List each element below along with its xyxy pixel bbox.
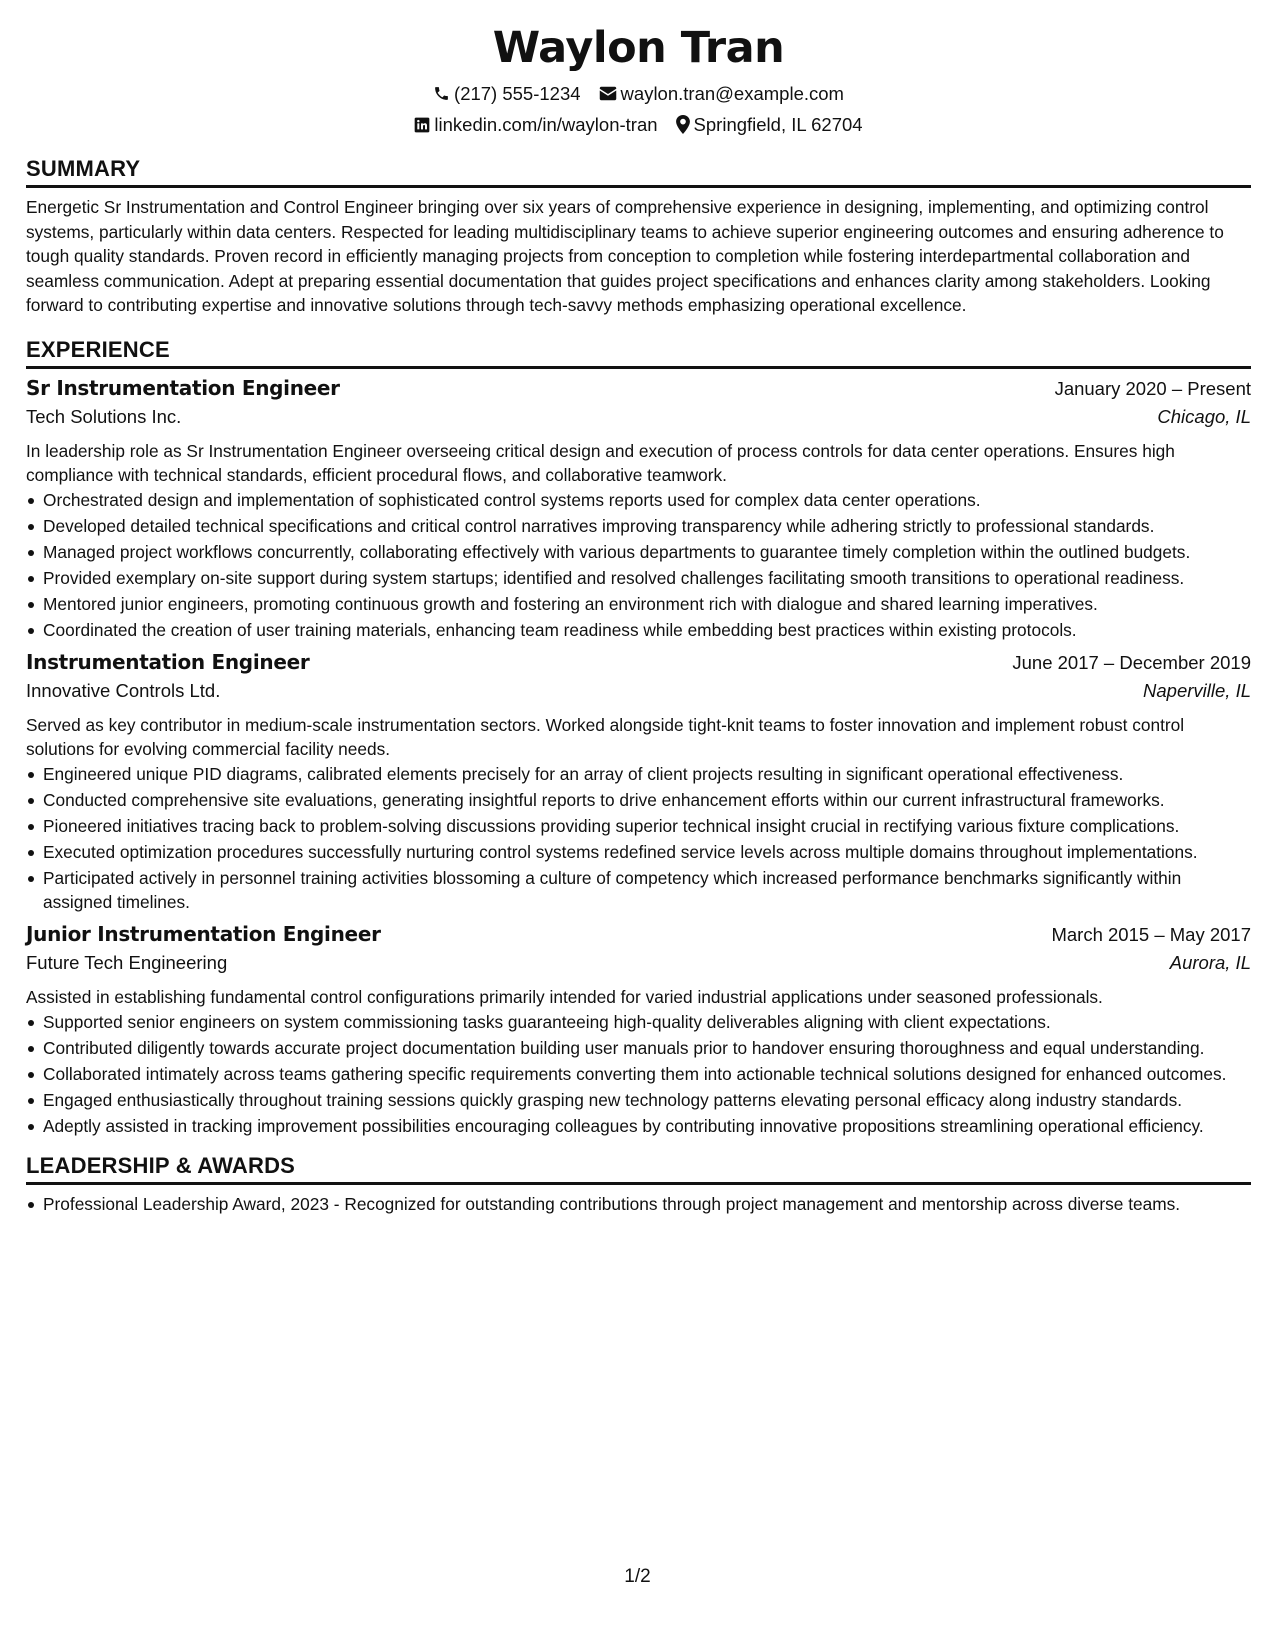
list-item: Mentored junior engineers, promoting continuous growth and fostering an environment rich with dialogue and shared learning imperatives. (26, 592, 1251, 616)
list-item: Collaborated intimately across teams gathering specific requirements converting them into actionable technical solutions designed for enhanced outcomes. (26, 1062, 1251, 1086)
summary-text: Energetic Sr Instrumentation and Control Engineer bringing over six years of comprehensive experience in designing, implementing, and optimizing control systems, particularly within data centers. Respected for leading multidisciplinary teams to achieve superior engineering outcomes and ensuring adherence to tough quality standards. Proven record in efficiently managing projects from conception to completion while fostering interdepartmental collaboration and seamless communication. Adept at preparing essential documentation that guides project specifications and enhances clarity among stakeholders. Looking forward to contributing expertise and innovative solutions through tech-savvy methods emphasizing operational excellence. (26, 197, 1224, 315)
list-item: Engineered unique PID diagrams, calibrated elements precisely for an array of client projects resulting in significant operational effectiveness. (26, 762, 1251, 786)
job-header (26, 922, 1251, 952)
contact-row-1 (26, 78, 1251, 109)
job-entry (26, 376, 1251, 642)
list-item: Contributed diligently towards accurate project documentation building user manuals prior to handover ensuring thoroughness and equal understanding. (26, 1036, 1251, 1060)
list-item: Executed optimization procedures successfully nurturing control systems redefined service levels across multiple domains throughout implementations. (26, 840, 1251, 864)
linkedin-text: linkedin.com/in/waylon-tran (434, 113, 658, 135)
awards-list (26, 1192, 1251, 1216)
contact-row-2 (26, 109, 1251, 140)
location-contact (676, 114, 863, 136)
list-item: Pioneered initiatives tracing back to problem-solving discussions providing superior technical insight crucial in rectifying various fixture complications. (26, 814, 1251, 838)
summary-section (26, 155, 1251, 318)
job-company: Future Tech Engineering (26, 951, 228, 973)
experience-section (26, 336, 1251, 1138)
job-entry (26, 650, 1251, 914)
linkedin-contact[interactable] (414, 114, 657, 136)
location-text: Springfield, IL 62704 (693, 113, 863, 135)
linkedin-icon (414, 117, 430, 133)
job-subheader (26, 406, 1251, 437)
email-contact[interactable] (599, 83, 844, 105)
job-dates: March 2015 – May 2017 (1051, 923, 1251, 945)
job-description: In leadership role as Sr Instrumentation Engineer overseeing critical design and execution of process controls for data center operations. Ensures high compliance with technical standards, efficient procedural flows, and collaborative teamwork. (26, 440, 1175, 485)
job-bullets (26, 762, 1251, 914)
phone-text: (217) 555-1234 (454, 82, 581, 104)
awards-heading: LEADERSHIP & AWARDS (26, 1152, 1251, 1185)
job-subheader (26, 952, 1251, 983)
map-pin-icon (676, 115, 690, 134)
page-number: 1/2 (624, 1566, 651, 1587)
job-header (26, 376, 1251, 406)
job-entry (26, 922, 1251, 1138)
job-title: Sr Instrumentation Engineer (26, 375, 340, 400)
resume-page (26, 0, 1251, 1650)
job-bullets (26, 488, 1251, 642)
experience-heading: EXPERIENCE (26, 336, 1251, 369)
list-item: Participated actively in personnel training activities blossoming a culture of competency which increased performance benchmarks significantly within assigned timelines. (26, 866, 1251, 914)
list-item: Professional Leadership Award, 2023 - Recognized for outstanding contributions through project management and mentorship across diverse teams. (26, 1192, 1251, 1216)
list-item: Managed project workflows concurrently, collaborating effectively with various departments to guarantee timely completion within the outlined budgets. (26, 540, 1251, 564)
job-company: Innovative Controls Ltd. (26, 679, 221, 701)
job-dates: January 2020 – Present (1054, 377, 1251, 399)
job-title: Instrumentation Engineer (26, 649, 310, 674)
job-dates: June 2017 – December 2019 (1012, 651, 1251, 673)
list-item: Supported senior engineers on system commissioning tasks guaranteeing high-quality deliverables aligning with client expectations. (26, 1010, 1251, 1034)
job-description: Served as key contributor in medium-scale instrumentation sectors. Worked alongside tight-knit teams to foster innovation and implement robust control solutions for evolving commercial facility needs. (26, 714, 1185, 759)
candidate-name: Waylon Tran (492, 23, 785, 73)
envelope-icon (599, 86, 617, 101)
job-location: Aurora, IL (1169, 951, 1251, 973)
job-location: Naperville, IL (1143, 679, 1251, 701)
job-header (26, 650, 1251, 680)
list-item: Engaged enthusiastically throughout training sessions quickly grasping new technology patterns elevating personal efficacy along industry standards. (26, 1088, 1251, 1112)
email-text: waylon.tran@example.com (620, 82, 844, 104)
list-item: Conducted comprehensive site evaluations, generating insightful reports to drive enhancement efforts within our current infrastructural frameworks. (26, 788, 1251, 812)
list-item: Coordinated the creation of user training materials, enhancing team readiness while embedding best practices within existing protocols. (26, 618, 1251, 642)
job-title: Junior Instrumentation Engineer (26, 921, 381, 946)
job-subheader (26, 680, 1251, 711)
job-company: Tech Solutions Inc. (26, 405, 182, 427)
job-bullets (26, 1010, 1251, 1138)
summary-heading: SUMMARY (26, 155, 1251, 188)
phone-icon (433, 85, 450, 102)
list-item: Provided exemplary on-site support during system startups; identified and resolved challenges facilitating smooth transitions to operational readiness. (26, 566, 1251, 590)
list-item: Developed detailed technical specifications and critical control narratives improving transparency while adhering strictly to professional standards. (26, 514, 1251, 538)
job-description: Assisted in establishing fundamental control configurations primarily intended for varied industrial applications under seasoned professionals. (26, 986, 1103, 1007)
phone-contact (433, 83, 581, 105)
job-location: Chicago, IL (1157, 405, 1251, 427)
list-item: Adeptly assisted in tracking improvement possibilities encouraging colleagues by contributing innovative propositions streamlining operational efficiency. (26, 1114, 1251, 1138)
list-item: Orchestrated design and implementation of sophisticated control systems reports used for complex data center operations. (26, 488, 1251, 512)
awards-section (26, 1152, 1251, 1216)
